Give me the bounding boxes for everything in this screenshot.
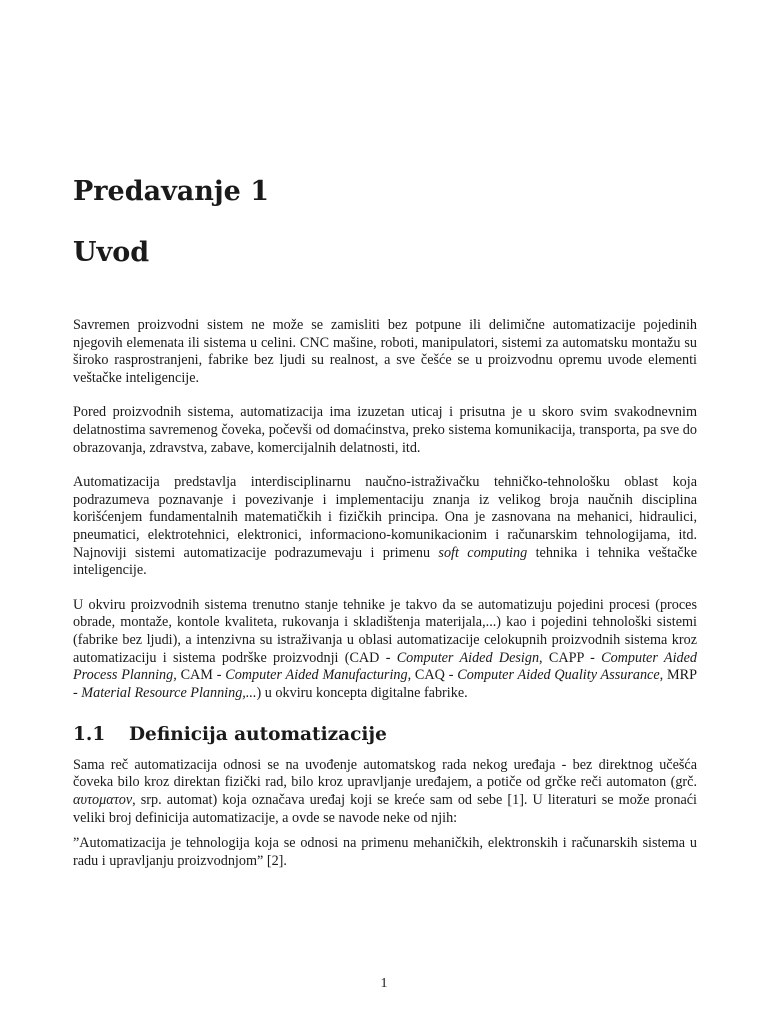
section-heading	[73, 726, 697, 744]
emphasis: soft computing	[438, 544, 528, 561]
page-number: 1	[380, 976, 388, 991]
paragraph: Pored proizvodnih sistema, automatizacija ima izuzetan uticaj i prisutna je u skoro svim svakodnevnim delatnostima savremenog čoveka, počevši od domaćinstva, preko sistema komunikacija, transporta, pa sve do obrazovanja, zdravstva, zabave, komercijalnih delatnosti, itd.	[73, 404, 697, 456]
quote-paragraph: ”Automatizacija je tehnologija koja se odnosi na primenu mehaničkih, elektronskih i računarskih sistema u radu i upravljanju proizvodnjom” [2].	[73, 835, 697, 869]
greek-word: αυτoματoν	[73, 792, 133, 809]
section-title: Definicija automatizacije	[129, 724, 387, 746]
body-text	[73, 317, 697, 887]
section-number: 1.1	[73, 724, 106, 746]
paragraph: U okviru proizvodnih sistema trenutno stanje tehnike je takvo da se automatizuju pojedini procesi (proces obrade, montaže, kontole kvaliteta, rukovanja i skladištenja materijala,...) kao i pojedini tehnološki sistemi (fabrike bez ljudi), a intenzivna su istraživanja u oblasi automatizacije celokupnih proizvodnih sistema kroz automatizaciju i sistema podrške proizvodnji (CAD - Computer Aided Design, CAPP - Computer Aided Process Planning, CAM - Computer Aided Manufacturing, CAQ - Computer Aided Quality Assurance, MRP - Material Resource Planning,...) u okviru koncepta digitalne fabrike.	[73, 596, 697, 701]
paragraph: Automatizacija predstavlja interdisciplinarnu naučno-istraživačku tehničko-tehnološku oblast koja podrazumeva poznavanje i povezivanje i implementaciju znanja iz velikog broja naučnih disciplina korišćenjem fundamentalnih matematičkih i fizičkih principa. Ona je zasnovana na mehanici, hidraulici, pneumatici, elektrotehnici, elektronici, informaciono-komunikacionim i računarskim tehnologijama, itd. Najnoviji sistemi automatizacije podrazumevaju i primenu soft computing tehnika i tehnika veštačke inteligencije.	[73, 474, 697, 579]
paragraph: Sama reč automatizacija odnosi se na uvođenje automatskog rada nekog uređaja - bez direktnog učešća čoveka bilo kroz direktan fizički rad, bilo kroz upravljanje uređajem, a potiče od grčke reči automaton (grč. αυτoματoν, srp. automat) koja označava uređaj koji se kreće sam od sebe [1]. U literaturi se može pronaći veliki broj definicija automatizacije, a ovde se navode neke od njih:	[73, 756, 697, 826]
paragraph: Savremen proizvodni sistem ne može se zamisliti bez potpune ili delimične automatizacije pojedinih njegovih elemenata ili sistema u celini. CNC mašine, roboti, manipulatori, sistemi za automatsku montažu su široko rasprostranjeni, fabrike bez ljudi su realnost, a sve češće se u proizvodnu opremu uvode elementi veštačke inteligencije.	[73, 317, 697, 386]
chapter-title: Uvod	[73, 237, 150, 268]
chapter-label: Predavanje 1	[73, 176, 270, 207]
